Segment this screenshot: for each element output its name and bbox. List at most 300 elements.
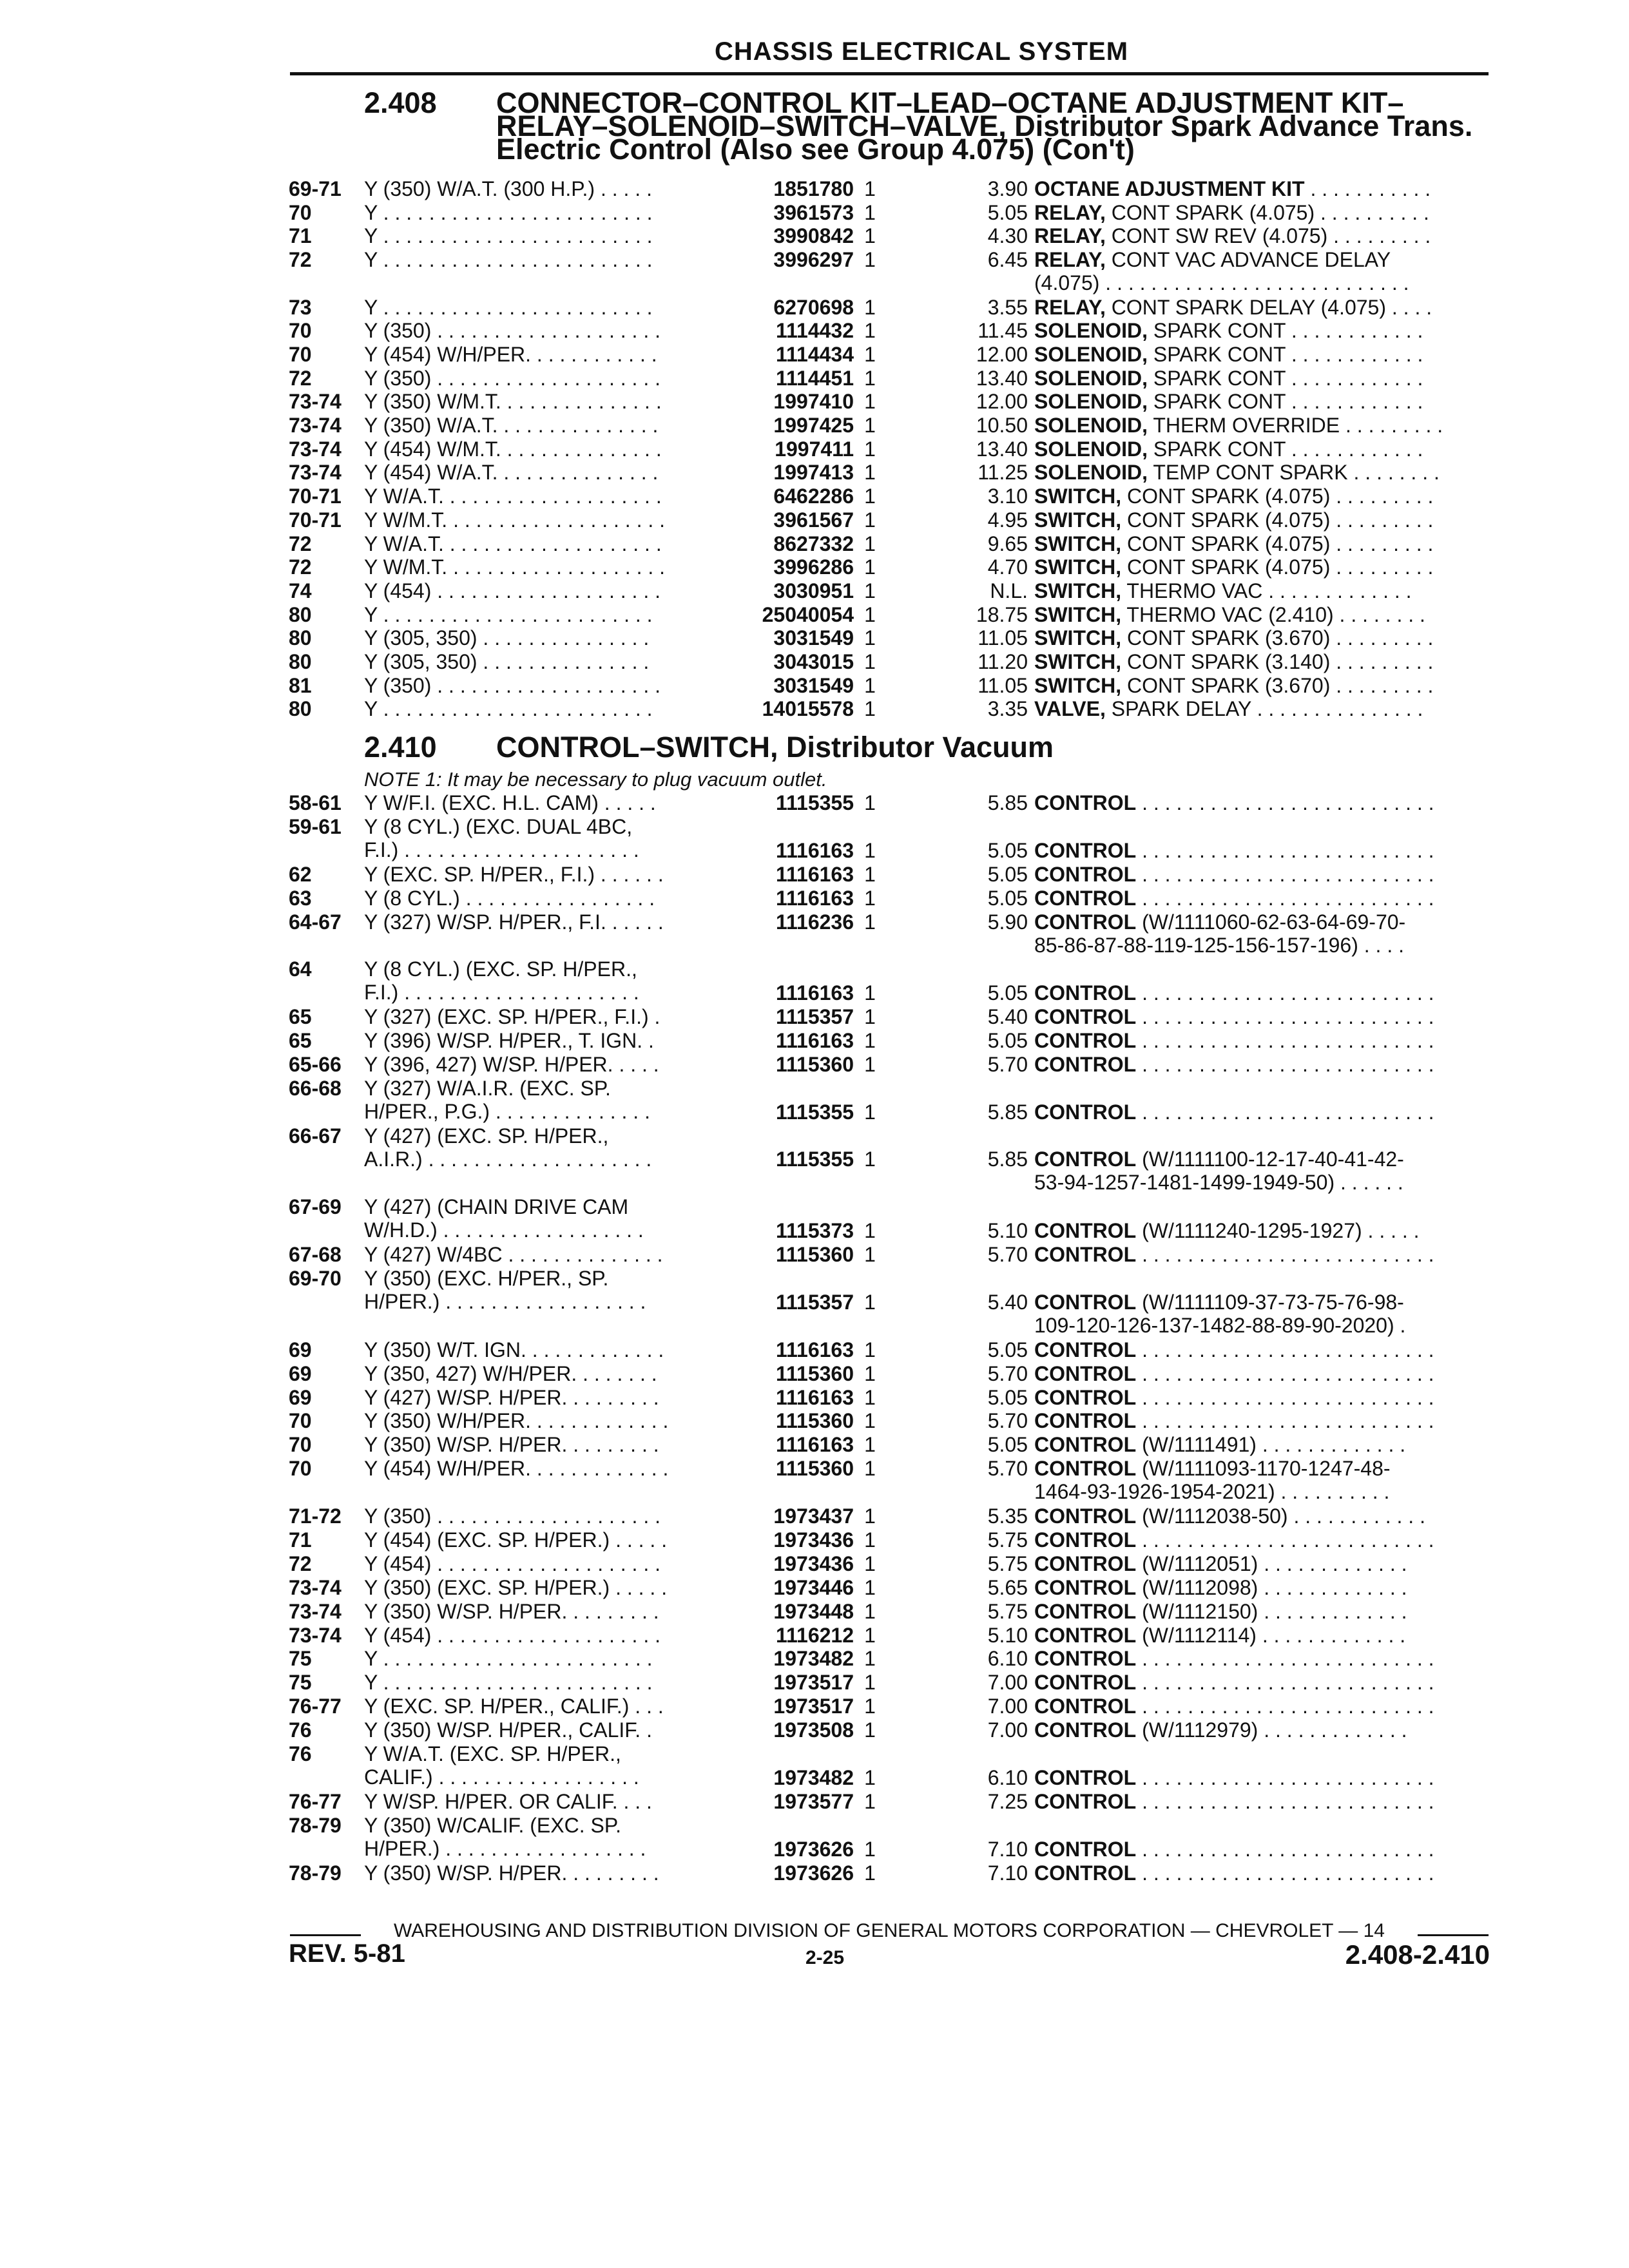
part-name-rest: 85-86-87-88-119-125-156-157-196) . . . . xyxy=(1034,933,1404,957)
price-cell: 5.70 xyxy=(987,1457,1028,1481)
part-name-bold: CONTROL xyxy=(1034,1837,1137,1861)
description-line: Y (350) W/SP. H/PER., CALIF. . xyxy=(364,1718,652,1742)
part-name-rest: . . . . . . . . . . . . . . . . . . . . . . . . . . xyxy=(1136,1338,1434,1361)
part-name-bold: SOLENOID, xyxy=(1034,437,1148,461)
table-row xyxy=(0,367,1629,390)
part-name-line xyxy=(1034,390,1495,413)
part-name-bold: SOLENOID, xyxy=(1034,461,1148,485)
header-rule xyxy=(290,72,1489,75)
part-name-rest: . . . . . . . . . . . . . . . . . . . . . . . . . . xyxy=(1136,1837,1434,1861)
description-line: Y (350, 427) W/H/PER. . . . . . . . xyxy=(364,1361,657,1385)
table-row xyxy=(0,1790,1629,1814)
part-name-bold: RELAY, xyxy=(1034,295,1106,319)
table-row xyxy=(0,1053,1629,1077)
table-row xyxy=(0,603,1629,627)
description-line: Y (305, 350) . . . . . . . . . . . . . . . xyxy=(364,650,650,673)
quantity-cell: 1 xyxy=(864,342,876,366)
quantity-cell: 1 xyxy=(864,177,876,200)
price-cell: 5.05 xyxy=(987,200,1028,224)
year-cell: 72 xyxy=(289,1552,312,1575)
description-line: Y (454) . . . . . . . . . . . . . . . . . . . . xyxy=(364,1623,660,1647)
year-cell: 74 xyxy=(289,579,312,602)
price-cell: 5.70 xyxy=(987,1243,1028,1267)
table-row xyxy=(0,1861,1629,1885)
part-name-cell xyxy=(1034,650,1495,673)
year-cell: 73-74 xyxy=(289,461,342,485)
quantity-cell: 1 xyxy=(864,791,876,814)
description-line: Y (EXC. SP. H/PER., F.I.) . . . . . . xyxy=(364,862,664,886)
part-name-rest: . . . . . . . . . . . . . . . . . . . . . . . . . . xyxy=(1136,1671,1434,1695)
part-name-bold: SWITCH, xyxy=(1034,673,1122,697)
price-cell: 5.05 xyxy=(987,1385,1028,1409)
price-cell: 13.40 xyxy=(976,366,1028,390)
part-name-cell xyxy=(1034,1100,1495,1124)
description-cell xyxy=(364,296,712,319)
year-cell: 80 xyxy=(289,650,312,673)
price-cell: 7.00 xyxy=(987,1718,1028,1742)
part-name-bold: CONTROL xyxy=(1034,1861,1137,1885)
price-cell: 5.05 xyxy=(987,838,1028,862)
part-name-line xyxy=(1034,1029,1495,1052)
description-line: Y W/M.T. . . . . . . . . . . . . . . . . . . . xyxy=(364,508,666,532)
table-row xyxy=(0,1718,1629,1742)
part-number-cell: 3961567 xyxy=(773,508,854,532)
part-name-bold: CONTROL xyxy=(1034,1243,1137,1267)
quantity-cell: 1 xyxy=(864,1623,876,1647)
part-name-rest: CONT SPARK (4.075) . . . . . . . . . . xyxy=(1105,200,1429,224)
part-number-cell: 1116236 xyxy=(775,910,854,934)
quantity-cell: 1 xyxy=(864,579,876,602)
price-cell: 5.05 xyxy=(987,1029,1028,1052)
part-name-cell xyxy=(1034,1504,1495,1528)
quantity-cell: 1 xyxy=(864,1052,876,1076)
part-name-bold: CONTROL xyxy=(1034,791,1137,814)
part-name-bold: OCTANE ADJUSTMENT KIT xyxy=(1034,177,1305,200)
part-name-cell xyxy=(1034,414,1495,437)
description-cell xyxy=(364,1077,712,1123)
year-cell: 75 xyxy=(289,1647,312,1671)
part-name-bold: CONTROL xyxy=(1034,1647,1137,1671)
table-row xyxy=(0,1362,1629,1386)
part-name-cell xyxy=(1034,1552,1495,1575)
part-name-line xyxy=(1034,271,1495,294)
part-number-cell: 1116163 xyxy=(775,1338,854,1361)
part-name-cell xyxy=(1034,1291,1495,1337)
part-name-bold: SWITCH, xyxy=(1034,579,1122,602)
description-cell xyxy=(364,414,712,437)
quantity-cell: 1 xyxy=(864,366,876,390)
year-cell: 78-79 xyxy=(289,1861,342,1885)
part-name-line xyxy=(1034,791,1495,814)
table-row xyxy=(0,1267,1629,1337)
part-number-cell: 1997425 xyxy=(773,414,854,437)
part-name-rest: . . . . . . . . . . . . . . . . . . . . . . . . . . xyxy=(1136,886,1434,910)
quantity-cell: 1 xyxy=(864,1671,876,1695)
year-cell: 80 xyxy=(289,697,312,721)
description-cell xyxy=(364,1671,712,1694)
price-cell: 5.10 xyxy=(987,1219,1028,1243)
part-name-line xyxy=(1034,697,1495,720)
price-cell: 7.00 xyxy=(987,1695,1028,1718)
year-cell: 73-74 xyxy=(289,390,342,414)
description-cell xyxy=(364,224,712,247)
quantity-cell: 1 xyxy=(864,508,876,532)
part-name-cell xyxy=(1034,1433,1495,1456)
description-cell xyxy=(364,815,712,861)
part-number-cell: 1116212 xyxy=(775,1623,854,1647)
part-number-cell: 1973482 xyxy=(773,1647,854,1671)
description-cell xyxy=(364,1552,712,1575)
description-cell xyxy=(364,1267,712,1313)
description-cell xyxy=(364,532,712,555)
description-line: Y (EXC. SP. H/PER., CALIF.) . . . xyxy=(364,1695,664,1718)
footer-division: WAREHOUSING AND DISTRIBUTION DIVISION OF GENERAL MOTORS CORPORATION — CHEVROLET — 14 xyxy=(394,1920,1385,1941)
part-name-rest: THERM OVERRIDE . . . . . . . . . xyxy=(1148,414,1443,437)
price-cell: 7.00 xyxy=(987,1671,1028,1695)
description-cell xyxy=(364,485,712,508)
part-name-rest: THERMO VAC . . . . . . . . . . . . . xyxy=(1121,579,1412,602)
price-cell: 4.30 xyxy=(987,224,1028,248)
part-name-cell xyxy=(1034,1576,1495,1599)
part-name-rest: 53-94-1257-1481-1499-1949-50) . . . . . . xyxy=(1034,1171,1403,1195)
quantity-cell: 1 xyxy=(864,1290,876,1314)
table-row xyxy=(0,887,1629,910)
description-cell xyxy=(364,1409,712,1432)
part-name-cell xyxy=(1034,1243,1495,1266)
part-number-cell: 1115355 xyxy=(775,1100,854,1124)
part-name-rest: (W/1111109-37-73-75-76-98- xyxy=(1136,1290,1404,1314)
part-number-cell: 1115360 xyxy=(775,1409,854,1433)
part-name-cell xyxy=(1034,1838,1495,1861)
price-cell: 5.05 xyxy=(987,1338,1028,1361)
description-cell xyxy=(364,1005,712,1028)
year-cell: 66-67 xyxy=(289,1124,342,1148)
year-cell: 73-74 xyxy=(289,437,342,461)
description-cell xyxy=(364,201,712,224)
part-name-line xyxy=(1034,343,1495,366)
description-line: Y (350) W/A.T. (300 H.P.) . . . . . xyxy=(364,177,652,200)
part-number-cell: 1116163 xyxy=(775,886,854,910)
price-cell: 3.55 xyxy=(987,295,1028,319)
part-name-line xyxy=(1034,579,1495,602)
year-cell: 73-74 xyxy=(289,1575,342,1599)
year-cell: 58-61 xyxy=(289,791,342,814)
part-name-rest: . . . . . . . . . . . . . . . . . . . . . . . . . . xyxy=(1136,1052,1434,1076)
quantity-cell: 1 xyxy=(864,697,876,721)
part-name-cell xyxy=(1034,1671,1495,1694)
part-name-cell xyxy=(1034,485,1495,508)
year-cell: 73-74 xyxy=(289,1599,342,1623)
price-cell: 5.85 xyxy=(987,791,1028,814)
part-name-cell xyxy=(1034,791,1495,814)
table-row xyxy=(0,224,1629,248)
part-number-cell: 1851780 xyxy=(773,177,854,200)
part-number-cell: 1115360 xyxy=(775,1361,854,1385)
part-name-bold: CONTROL xyxy=(1034,910,1137,934)
description-line: Y (454) . . . . . . . . . . . . . . . . . . . . xyxy=(364,1552,660,1575)
description-cell xyxy=(364,1576,712,1599)
part-name-rest: CONT SW REV (4.075) . . . . . . . . . xyxy=(1105,224,1431,248)
table-row xyxy=(0,1433,1629,1457)
table-row xyxy=(0,1029,1629,1053)
part-name-line xyxy=(1034,414,1495,437)
description-cell xyxy=(364,1742,712,1789)
part-name-cell xyxy=(1034,555,1495,579)
quantity-cell: 1 xyxy=(864,1647,876,1671)
part-name-rest: (W/1112979) . . . . . . . . . . . . . xyxy=(1136,1718,1407,1742)
part-name-rest: SPARK CONT . . . . . . . . . . . . xyxy=(1148,437,1423,461)
description-line: Y (454) (EXC. SP. H/PER.) . . . . . xyxy=(364,1528,668,1552)
part-name-cell xyxy=(1034,887,1495,910)
description-cell xyxy=(364,674,712,697)
part-name-line xyxy=(1034,367,1495,390)
quantity-cell: 1 xyxy=(864,319,876,343)
table-row xyxy=(0,650,1629,674)
part-number-cell: 1115360 xyxy=(775,1457,854,1481)
description-line: Y W/SP. H/PER. OR CALIF. . . . xyxy=(364,1789,652,1813)
description-cell xyxy=(364,508,712,532)
year-cell: 69-70 xyxy=(289,1267,342,1290)
part-name-line xyxy=(1034,1171,1495,1194)
part-name-cell xyxy=(1034,863,1495,886)
table-row xyxy=(0,957,1629,1005)
part-name-cell xyxy=(1034,1457,1495,1503)
section-title xyxy=(496,86,1501,166)
year-cell: 62 xyxy=(289,862,312,886)
part-name-cell xyxy=(1034,437,1495,461)
part-name-rest: THERMO VAC (2.410) . . . . . . . . xyxy=(1121,602,1425,626)
part-number-cell: 1973437 xyxy=(773,1504,854,1528)
part-number-cell: 1115355 xyxy=(775,791,854,814)
quantity-cell: 1 xyxy=(864,224,876,248)
price-cell: 5.70 xyxy=(987,1052,1028,1076)
part-name-rest: . . . . . . . . . . . . . . . . . . . . . . . . . . xyxy=(1136,1243,1434,1267)
footer-page-number: 2-25 xyxy=(805,1947,845,1968)
price-cell: 3.90 xyxy=(987,177,1028,200)
part-name-line xyxy=(1034,1148,1495,1171)
part-name-cell xyxy=(1034,1861,1495,1885)
price-cell: 11.45 xyxy=(978,319,1028,343)
part-name-line xyxy=(1034,1552,1495,1575)
part-name-rest: . . . . . . . . . . . . . . . . . . . . . . . . . . xyxy=(1136,791,1434,814)
part-name-line xyxy=(1034,485,1495,508)
price-cell: 5.75 xyxy=(987,1528,1028,1552)
part-name-rest: (W/1111100-12-17-40-41-42- xyxy=(1136,1148,1404,1171)
part-name-line xyxy=(1034,1790,1495,1813)
quantity-cell: 1 xyxy=(864,248,876,272)
part-name-line xyxy=(1034,839,1495,862)
part-name-bold: CONTROL xyxy=(1034,1671,1137,1695)
part-name-bold: SOLENOID, xyxy=(1034,319,1148,343)
year-cell: 59-61 xyxy=(289,814,342,838)
part-name-bold: CONTROL xyxy=(1034,1385,1137,1409)
part-name-rest: (W/1112098) . . . . . . . . . . . . . xyxy=(1136,1575,1407,1599)
table-row xyxy=(0,1576,1629,1600)
part-name-bold: CONTROL xyxy=(1034,1290,1137,1314)
description-cell xyxy=(364,1718,712,1742)
part-name-cell xyxy=(1034,1362,1495,1385)
description-line: CALIF.) . . . . . . . . . . . . . . . . . . xyxy=(364,1765,639,1789)
year-cell: 67-69 xyxy=(289,1195,342,1219)
part-name-cell xyxy=(1034,461,1495,484)
table-row xyxy=(0,815,1629,863)
description-line: Y (454) . . . . . . . . . . . . . . . . . . . . xyxy=(364,579,660,602)
part-name-cell xyxy=(1034,1718,1495,1742)
part-name-rest: (W/1111093-1170-1247-48- xyxy=(1136,1457,1391,1481)
part-name-line xyxy=(1034,650,1495,673)
description-line: Y (454) W/H/PER. . . . . . . . . . . . . xyxy=(364,1457,669,1481)
quantity-cell: 1 xyxy=(864,1100,876,1124)
price-cell: 3.10 xyxy=(987,485,1028,508)
part-name-rest: (4.075) . . . . . . . . . . . . . . . . . . . . . . . . . . . xyxy=(1034,271,1409,295)
year-cell: 80 xyxy=(289,602,312,626)
year-cell: 65 xyxy=(289,1029,312,1052)
part-name-rest: . . . . . . . . . . . . . . . . . . . . . . . . . . xyxy=(1136,1695,1434,1718)
description-cell xyxy=(364,1195,712,1242)
description-cell xyxy=(364,1504,712,1528)
part-name-bold: CONTROL xyxy=(1034,1765,1137,1789)
part-name-line xyxy=(1034,248,1495,271)
part-name-line xyxy=(1034,532,1495,555)
part-name-rest: CONT SPARK DELAY (4.075) . . . . xyxy=(1105,295,1432,319)
part-name-cell xyxy=(1034,532,1495,555)
part-name-bold: CONTROL xyxy=(1034,1552,1137,1575)
part-name-bold: CONTROL xyxy=(1034,1457,1137,1481)
part-name-rest: (W/1112038-50) . . . . . . . . . . . . xyxy=(1136,1504,1425,1528)
part-name-rest: SPARK CONT . . . . . . . . . . . . xyxy=(1148,390,1423,414)
part-number-cell: 1973482 xyxy=(773,1765,854,1789)
quantity-cell: 1 xyxy=(864,673,876,697)
price-cell: 5.05 xyxy=(987,886,1028,910)
footer-group-range: 2.408-2.410 xyxy=(1345,1939,1490,1970)
part-name-line xyxy=(1034,934,1495,957)
part-name-bold: SWITCH, xyxy=(1034,555,1122,579)
part-name-rest: (W/1111240-1295-1927) . . . . . xyxy=(1136,1219,1420,1243)
part-name-bold: CONTROL xyxy=(1034,1409,1137,1433)
description-cell xyxy=(364,555,712,579)
part-number-cell: 1973448 xyxy=(773,1599,854,1623)
part-name-rest: . . . . . . . . . . . . . . . . . . . . . . . . . . xyxy=(1136,862,1434,886)
part-name-bold: CONTROL xyxy=(1034,1338,1137,1361)
price-cell: 5.85 xyxy=(987,1148,1028,1171)
quantity-cell: 1 xyxy=(864,485,876,508)
quantity-cell: 1 xyxy=(864,1861,876,1885)
description-cell xyxy=(364,650,712,673)
year-cell: 76 xyxy=(289,1742,312,1765)
part-name-line xyxy=(1034,1718,1495,1742)
part-name-bold: CONTROL xyxy=(1034,1219,1137,1243)
part-number-cell: 1115373 xyxy=(775,1219,854,1243)
table-row xyxy=(0,1624,1629,1648)
part-name-line xyxy=(1034,1528,1495,1552)
part-name-cell xyxy=(1034,603,1495,626)
quantity-cell: 1 xyxy=(864,1552,876,1575)
price-cell: 5.40 xyxy=(987,1290,1028,1314)
year-cell: 70-71 xyxy=(289,508,342,532)
table-row xyxy=(0,1814,1629,1861)
part-name-bold: RELAY, xyxy=(1034,200,1106,224)
description-line: Y . . . . . . . . . . . . . . . . . . . . . . . . xyxy=(364,248,653,272)
part-name-bold: CONTROL xyxy=(1034,1148,1137,1171)
part-number-cell: 3043015 xyxy=(773,650,854,673)
year-cell: 70 xyxy=(289,1457,312,1481)
description-line: A.I.R.) . . . . . . . . . . . . . . . . . . . . xyxy=(364,1147,652,1171)
part-name-rest: . . . . . . . . . . . . . . . . . . . . . . . . . . xyxy=(1136,1647,1434,1671)
description-line: Y (454) W/H/PER. . . . . . . . . . . . xyxy=(364,342,657,366)
table-row xyxy=(0,1338,1629,1362)
part-name-bold: CONTROL xyxy=(1034,1623,1137,1647)
description-line: Y W/F.I. (EXC. H.L. CAM) . . . . . xyxy=(364,791,656,814)
quantity-cell: 1 xyxy=(864,981,876,1005)
year-cell: 70 xyxy=(289,1433,312,1457)
part-name-rest: . . . . . . . . . . . . . . . . . . . . . . . . . . xyxy=(1136,1029,1434,1052)
quantity-cell: 1 xyxy=(864,414,876,437)
table-row xyxy=(0,791,1629,815)
description-cell xyxy=(364,343,712,366)
part-name-rest: 1464-93-1926-1954-2021) . . . . . . . . . . xyxy=(1034,1480,1390,1504)
part-name-rest: CONT SPARK (4.075) . . . . . . . . . xyxy=(1121,555,1434,579)
description-line: Y (350) W/SP. H/PER. . . . . . . . . xyxy=(364,1433,659,1457)
price-cell: 5.35 xyxy=(987,1504,1028,1528)
part-name-cell xyxy=(1034,981,1495,1004)
quantity-cell: 1 xyxy=(864,1361,876,1385)
part-name-bold: CONTROL xyxy=(1034,838,1137,862)
description-line: Y (427) (CHAIN DRIVE CAM xyxy=(364,1195,629,1219)
part-number-cell: 1973626 xyxy=(773,1837,854,1861)
part-name-cell xyxy=(1034,177,1495,200)
description-line: Y . . . . . . . . . . . . . . . . . . . . . . . . xyxy=(364,1671,653,1695)
part-number-cell: 3990842 xyxy=(773,224,854,248)
year-cell: 72 xyxy=(289,555,312,579)
quantity-cell: 1 xyxy=(864,1695,876,1718)
quantity-cell: 1 xyxy=(864,626,876,650)
part-name-line xyxy=(1034,296,1495,319)
part-number-cell: 1997413 xyxy=(773,461,854,485)
description-cell xyxy=(364,461,712,484)
part-name-cell xyxy=(1034,674,1495,697)
part-name-rest: SPARK DELAY . . . . . . . . . . . . . . . xyxy=(1105,697,1423,721)
description-line: Y (350) . . . . . . . . . . . . . . . . . . . . xyxy=(364,1504,660,1528)
part-name-line xyxy=(1034,437,1495,461)
description-cell xyxy=(364,1695,712,1718)
quantity-cell: 1 xyxy=(864,295,876,319)
quantity-cell: 1 xyxy=(864,1599,876,1623)
section-title-line: Electric Control (Also see Group 4.075) (Con't) xyxy=(496,133,1135,166)
table-row xyxy=(0,296,1629,320)
description-line: Y (454) W/M.T. . . . . . . . . . . . . . . xyxy=(364,437,662,461)
quantity-cell: 1 xyxy=(864,1219,876,1243)
table-row xyxy=(0,437,1629,461)
part-name-bold: CONTROL xyxy=(1034,1718,1137,1742)
part-name-line xyxy=(1034,201,1495,224)
part-name-cell xyxy=(1034,697,1495,720)
part-name-cell xyxy=(1034,1219,1495,1242)
description-line: H/PER.) . . . . . . . . . . . . . . . . . . xyxy=(364,1290,646,1313)
price-cell: 5.75 xyxy=(987,1599,1028,1623)
part-name-line xyxy=(1034,1314,1495,1337)
description-line: Y . . . . . . . . . . . . . . . . . . . . . . . . xyxy=(364,697,653,721)
quantity-cell: 1 xyxy=(864,1528,876,1552)
footer-rule-right xyxy=(1418,1934,1489,1936)
part-number-cell: 1973517 xyxy=(773,1671,854,1695)
part-name-cell xyxy=(1034,839,1495,862)
part-name-rest: (W/1112114) . . . . . . . . . . . . . xyxy=(1136,1623,1406,1647)
part-name-line xyxy=(1034,1480,1495,1503)
price-cell: 6.45 xyxy=(987,248,1028,272)
quantity-cell: 1 xyxy=(864,1504,876,1528)
year-cell: 81 xyxy=(289,673,312,697)
part-number-cell: 1973436 xyxy=(773,1552,854,1575)
